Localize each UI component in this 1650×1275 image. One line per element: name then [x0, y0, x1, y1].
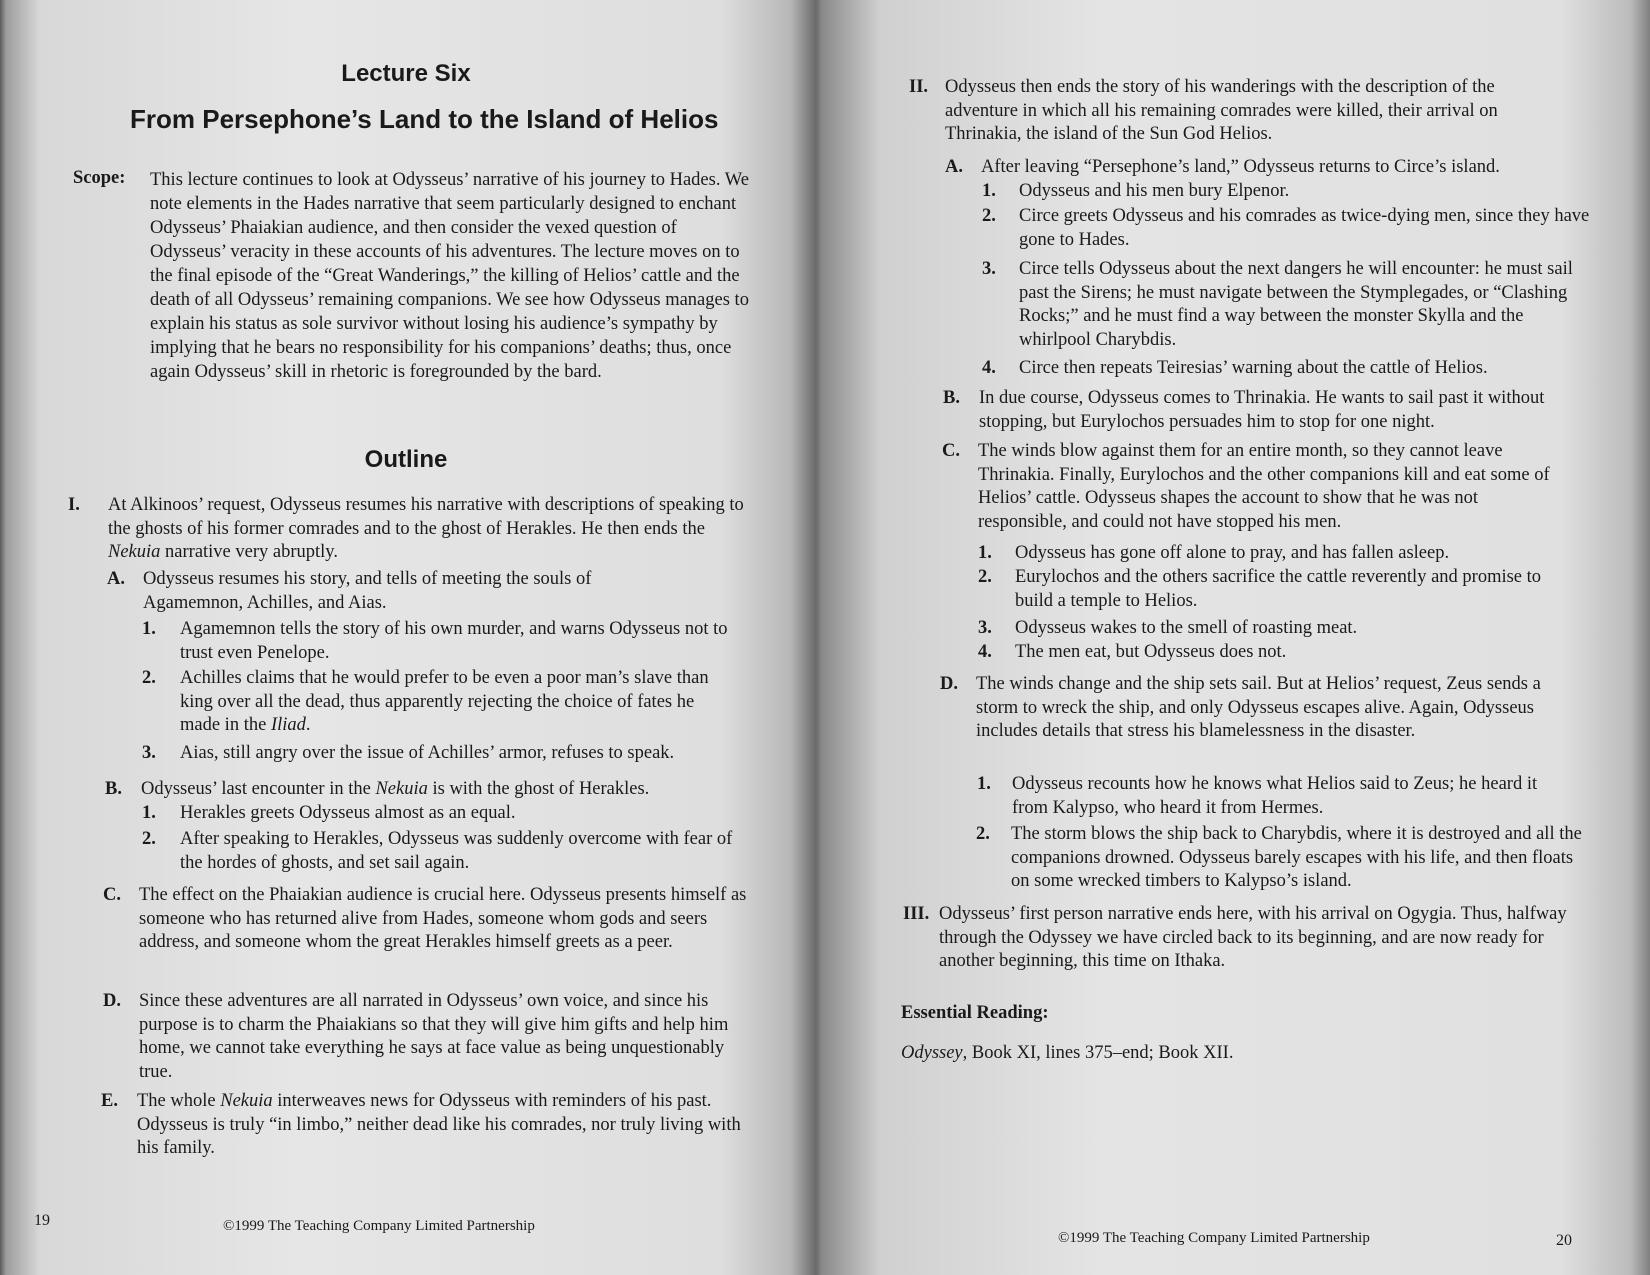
outline-text: The winds blow against them for an entire month, so they cannot leave Thrinakia. Finally, Eurylochos and the other companions kill and eat some of Helios’ cattle. Odysseus shapes the account to show that he was not responsible, and could not have stopped his men.	[978, 441, 1550, 532]
outline-marker: 3.	[978, 618, 992, 638]
scope-text: This lecture continues to look at Odysseus’ narrative of his journey to Hades. We note elements in the Hades narrative that seem particularly designed to enchant Odysseus’ Phaiakian audience, and then consider the vexed question of Odysseus’ veracity in these accounts of his adventures. The lecture moves on to the final episode of the “Great Wanderings,” the killing of Helios’ cattle and the death of all Odysseus’ remaining companions. We see how Odysseus manages to explain his status as sole survivor without losing his audience’s sympathy by implying that he bears no responsibility for his companions’ deaths; thus, once again Odysseus’ skill in rhetoric is foregrounded by the bard.	[150, 170, 749, 382]
lecture-title: Lecture Six	[341, 60, 471, 87]
outline-marker: 4.	[978, 642, 992, 662]
outline-text: After speaking to Herakles, Odysseus was suddenly overcome with fear of the hordes of ghosts, and set sail again.	[180, 829, 733, 873]
outline-marker: 1.	[982, 181, 996, 201]
outline-marker: A.	[107, 569, 125, 589]
essential-reading-text: Odyssey, Book XI, lines 375–end; Book XII.	[901, 1043, 1234, 1063]
outline-text: Achilles claims that he would prefer to be even a poor man’s slave than king over all the dead, thus apparently rejecting the choice of fates he made in the Iliad.	[180, 668, 709, 735]
page-footer: ©1999 The Teaching Company Limited Partnership	[1058, 1230, 1370, 1246]
outline-text: Odysseus’ last encounter in the Nekuia is with the ghost of Herakles.	[141, 779, 650, 799]
outline-marker: 1.	[978, 543, 992, 563]
outline-marker: 2.	[142, 668, 156, 688]
left-page	[0, 0, 812, 1275]
lecture-subtitle: From Persephone’s Land to the Island of Helios	[130, 104, 719, 134]
outline-text: Odysseus and his men bury Elpenor.	[1019, 181, 1290, 201]
page-number: 20	[1556, 1232, 1572, 1249]
outline-text: The men eat, but Odysseus does not.	[1015, 642, 1287, 662]
outline-text: Odysseus has gone off alone to pray, and has fallen asleep.	[1015, 543, 1450, 563]
outline-text: Since these adventures are all narrated in Odysseus’ own voice, and since his purpose is to charm the Phaiakians so that they will give him gifts and help him home, we cannot take everything he says at face value as being unquestionably true.	[139, 991, 729, 1082]
outline-text: After leaving “Persephone’s land,” Odysseus returns to Circe’s island.	[981, 157, 1500, 177]
outline-marker: 2.	[976, 824, 990, 844]
outline-marker: C.	[103, 885, 121, 905]
outline-marker: 3.	[142, 743, 156, 763]
outline-marker: II.	[909, 77, 929, 97]
outline-marker: 1.	[142, 803, 156, 823]
outline-text: Odysseus then ends the story of his wanderings with the description of the adventure in which all his remaining comrades were killed, their arrival on Thrinakia, the island of the Sun God Helios.	[945, 77, 1498, 144]
outline-text: Circe then repeats Teiresias’ warning about the cattle of Helios.	[1019, 358, 1488, 378]
outline-text: Circe tells Odysseus about the next dangers he will encounter: he must sail past the Sirens; he must navigate between the Stymplegades, or “Clashing Rocks;” and he must find a way between the monster Skylla and the whirlpool Charybdis.	[1019, 259, 1573, 350]
outline-marker: D.	[940, 674, 958, 694]
outline-marker: 1.	[142, 619, 156, 639]
outline-marker: A.	[945, 157, 963, 177]
outline-marker: 3.	[982, 259, 996, 279]
outline-text: In due course, Odysseus comes to Thrinakia. He wants to sail past it without stopping, but Eurylochos persuades him to stop for one night.	[979, 388, 1545, 432]
outline-marker: I.	[68, 495, 80, 515]
right-page	[826, 0, 1650, 1275]
outline-text: Agamemnon tells the story of his own murder, and warns Odysseus not to trust even Penelope.	[180, 619, 728, 663]
outline-text: Aias, still angry over the issue of Achilles’ armor, refuses to speak.	[180, 743, 675, 763]
outline-marker: 4.	[982, 358, 996, 378]
outline-marker: 2.	[978, 567, 992, 587]
outline-text: Odysseus resumes his story, and tells of meeting the souls of Agamemnon, Achilles, and Aias.	[143, 569, 592, 613]
essential-reading-heading: Essential Reading:	[901, 1003, 1049, 1023]
outline-marker: B.	[943, 388, 960, 408]
outline-text: The winds change and the ship sets sail. But at Helios’ request, Zeus sends a storm to wreck the ship, and only Odysseus escapes alive. Again, Odysseus includes details that stress his blamelessness in the disaster.	[976, 674, 1541, 741]
outline-heading: Outline	[364, 446, 448, 473]
outline-marker: C.	[942, 441, 960, 461]
outline-text: Herakles greets Odysseus almost as an equal.	[180, 803, 516, 823]
outline-marker: 2.	[142, 829, 156, 849]
outline-marker: B.	[105, 779, 122, 799]
outline-marker: D.	[103, 991, 121, 1011]
outline-marker: 2.	[982, 206, 996, 226]
outline-text: The effect on the Phaiakian audience is crucial here. Odysseus presents himself as someone who has returned alive from Hades, someone whom gods and seers address, and someone whom the great Herakles himself greets as a peer.	[139, 885, 747, 952]
outline-marker: 1.	[977, 774, 991, 794]
page-footer: ©1999 The Teaching Company Limited Partnership	[223, 1218, 535, 1234]
outline-text: Odysseus’ first person narrative ends here, with his arrival on Ogygia. Thus, halfway through the Odyssey we have circled back to its beginning, and are now ready for another beginning, this time on Ithaka.	[939, 904, 1567, 971]
outline-marker: III.	[903, 904, 930, 924]
outline-marker: E.	[101, 1091, 118, 1111]
scope-label: Scope:	[73, 168, 126, 188]
outline-text: Odysseus recounts how he knows what Helios said to Zeus; he heard it from Kalypso, who heard it from Hermes.	[1012, 774, 1538, 818]
outline-text: Eurylochos and the others sacrifice the cattle reverently and promise to build a temple to Helios.	[1015, 567, 1542, 611]
outline-text: The storm blows the ship back to Charybdis, where it is destroyed and all the companions drowned. Odysseus barely escapes with his life, and then floats on some wrecked timbers to Kalypso’s island.	[1011, 824, 1582, 891]
outline-text: The whole Nekuia interweaves news for Odysseus with reminders of his past. Odysseus is truly “in limbo,” neither dead like his comrades, nor truly living with his family.	[137, 1091, 741, 1158]
outline-text: Odysseus wakes to the smell of roasting meat.	[1015, 618, 1358, 638]
outline-text: Circe greets Odysseus and his comrades as twice-dying men, since they have gone to Hades.	[1019, 206, 1590, 250]
outline-text: At Alkinoos’ request, Odysseus resumes his narrative with descriptions of speaking to the ghosts of his former comrades and to the ghost of Herakles. He then ends the Nekuia narrative very abruptly.	[108, 495, 744, 562]
page-number: 19	[34, 1212, 50, 1229]
